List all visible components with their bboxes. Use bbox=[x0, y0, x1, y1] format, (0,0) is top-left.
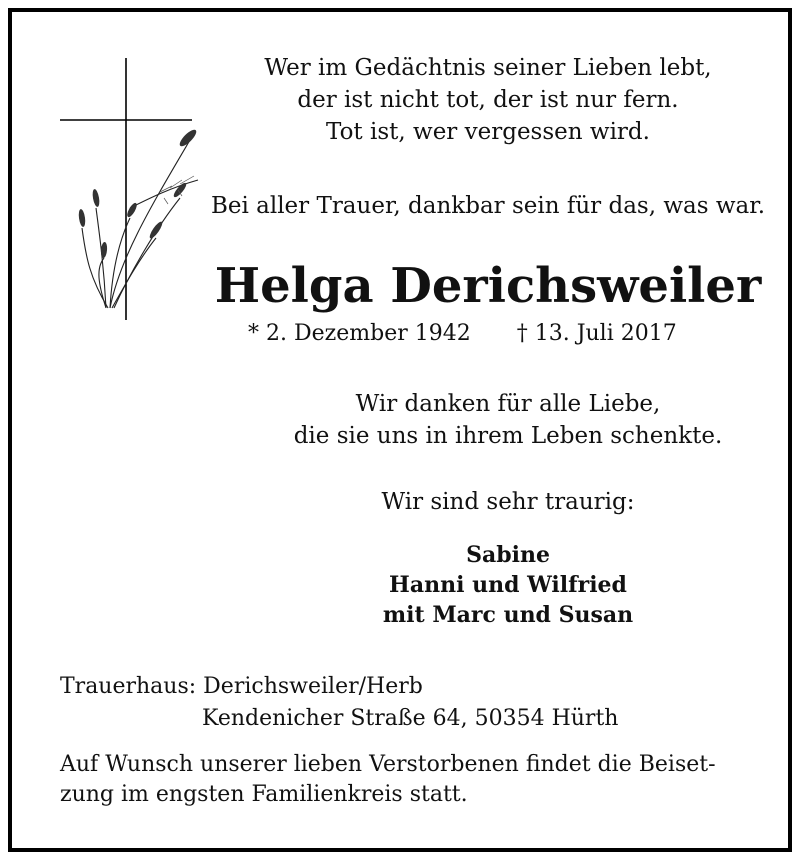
quote-line: der ist nicht tot, der ist nur fern. bbox=[297, 87, 679, 113]
thanks-line: Wir danken für alle Liebe, bbox=[355, 391, 661, 417]
mourners-list bbox=[268, 540, 748, 630]
burial-note bbox=[60, 750, 750, 810]
mourner-name: Sabine bbox=[466, 542, 550, 568]
obituary-notice bbox=[8, 8, 792, 852]
deceased-name: Helga Derichsweiler bbox=[214, 258, 762, 314]
life-dates bbox=[248, 319, 677, 349]
thanks-text bbox=[268, 388, 748, 452]
burial-note-line: zung im engsten Familienkreis statt. bbox=[60, 782, 468, 807]
death-date: † 13. Juli 2017 bbox=[516, 321, 677, 346]
mourning-house-label: Trauerhaus: Derichsweiler/Herb bbox=[60, 674, 423, 699]
quote-line: Tot ist, wer vergessen wird. bbox=[326, 119, 650, 145]
memorial-quote bbox=[208, 52, 768, 148]
quote-line: Wer im Gedächtnis seiner Lieben lebt, bbox=[264, 55, 712, 81]
cross-with-wheat-icon bbox=[60, 58, 200, 320]
mourning-house-address: Kendenicher Straße 64, 50354 Hürth bbox=[202, 706, 619, 731]
birth-date: * 2. Dezember 1942 bbox=[248, 321, 471, 346]
burial-note-line: Auf Wunsch unserer lieben Verstorbenen findet die Beiset- bbox=[60, 752, 716, 777]
mourners-intro: Wir sind sehr traurig: bbox=[381, 489, 635, 515]
motto-line: Bei aller Trauer, dankbar sein für das, was war. bbox=[210, 193, 766, 219]
mourner-name: Hanni und Wilfried bbox=[389, 572, 627, 598]
thanks-line: die sie uns in ihrem Leben schenkte. bbox=[293, 423, 723, 449]
mourner-name: mit Marc und Susan bbox=[382, 602, 634, 628]
